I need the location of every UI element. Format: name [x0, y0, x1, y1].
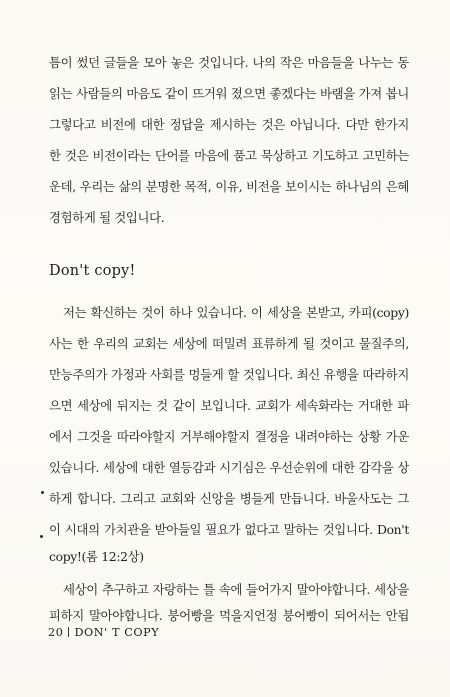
body-line: 이 시대의 가치관을 받아들일 필요가 없다고 말하는 것입니다. Don't [49, 522, 409, 537]
body-line: 읽는 사람들의 마음도 같이 뜨거워 졌으면 좋겠다는 바램을 가져 봅니 [49, 86, 409, 101]
body-line: 한 것은 비전이라는 단어를 마음에 품고 묵상하고 기도하고 고민하는 [49, 148, 409, 163]
running-title: DON' T COPY [74, 626, 160, 639]
body-line: 만능주의가 가정과 사회를 멍들게 할 것입니다. 최신 유행을 따라하지 [49, 367, 409, 382]
body-line: 으면 세상에 뒤지는 것 같이 보입니다. 교회가 세속화라는 거대한 파 [49, 398, 409, 413]
body-line: 경험하게 될 것입니다. [49, 210, 165, 225]
ink-dot [40, 535, 43, 538]
body-line: 사는 한 우리의 교회는 세상에 떠밀려 표류하게 될 것이고 물질주의, [49, 336, 409, 351]
body-line: 에서 그것을 따라야할지 거부해야할지 결정을 내려야하는 상황 가운 [49, 429, 409, 444]
body-line: 하게 합니다. 그리고 교회와 신앙을 병들게 만듭니다. 바울사도는 그 [49, 491, 409, 506]
body-line: 운데, 우리는 삶의 분명한 목적, 이유, 비전을 보이시는 하나님의 은혜 [49, 179, 409, 194]
body-line: 틈이 썼던 글들을 모아 놓은 것입니다. 나의 작은 마음들을 나누는 동 [49, 55, 409, 70]
body-line: 피하지 말아야합니다. 붕어빵을 먹을지언정 붕어빵이 되어서는 안됩 [49, 608, 409, 623]
ink-dot [41, 491, 44, 494]
body-line: 세상이 추구하고 자랑하는 틀 속에 들어가지 말아야합니다. 세상을 [63, 582, 409, 597]
body-line: 그렇다고 비전에 대한 정답을 제시하는 것은 아닙니다. 다만 한가지 [49, 117, 409, 132]
body-line: copy!(롬 12:2상) [49, 549, 144, 564]
section-heading: Don't copy! [49, 263, 136, 279]
body-line: 저는 확신하는 것이 하나 있습니다. 이 세상을 본받고, 카피(copy) [63, 305, 409, 320]
page-footer [48, 626, 159, 640]
page-number: 20 [48, 626, 64, 639]
body-line: 있습니다. 세상에 대한 열등감과 시기심은 우선순위에 대한 감각을 상 [49, 460, 409, 475]
footer-divider [68, 627, 69, 637]
